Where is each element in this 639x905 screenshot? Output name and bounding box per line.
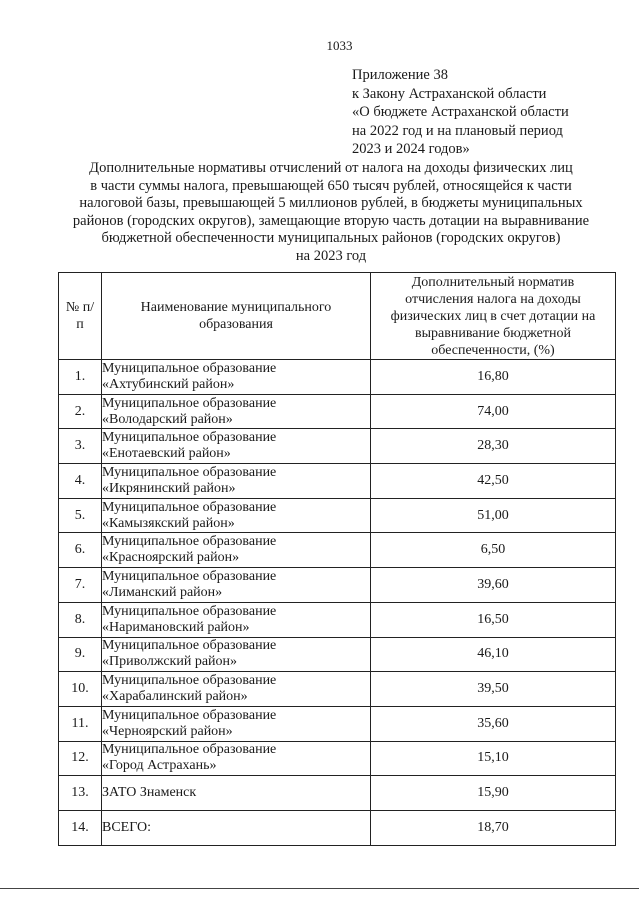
title-line: бюджетной обеспеченности муниципальных районов (городских округов) — [101, 230, 561, 247]
municipality-name — [102, 533, 371, 568]
municipality-name — [102, 568, 371, 603]
appendix-line: 2023 и 2024 годов» — [352, 141, 470, 157]
table-row — [59, 464, 616, 499]
norm-value: 35,60 — [371, 706, 616, 741]
table-row — [59, 810, 616, 845]
municipality-name-line: Муниципальное образование — [102, 603, 277, 619]
municipality-name-line: ВСЕГО: — [102, 819, 151, 835]
municipality-name-line: Муниципальное образование — [102, 360, 277, 376]
title-line: на 2023 год — [295, 247, 367, 264]
norm-value: 39,50 — [371, 672, 616, 707]
table-row — [59, 741, 616, 776]
municipality-name — [102, 810, 371, 845]
municipality-name-line: Муниципальное образование — [102, 464, 277, 480]
table-row — [59, 568, 616, 603]
municipality-name-line: Муниципальное образование — [102, 742, 277, 758]
municipality-name-line: Муниципальное образование — [102, 395, 277, 411]
municipality-name — [102, 637, 371, 672]
table-row — [59, 672, 616, 707]
table-row — [59, 776, 616, 811]
municipality-name-line: Муниципальное образование — [102, 707, 277, 723]
municipality-name-line: ЗАТО Знаменск — [102, 785, 197, 801]
row-number: 3. — [59, 429, 102, 464]
row-number: 8. — [59, 602, 102, 637]
appendix-line: Приложение 38 — [352, 67, 448, 83]
table-body — [59, 360, 616, 846]
row-number: 7. — [59, 568, 102, 603]
municipality-name — [102, 741, 371, 776]
municipality-name — [102, 672, 371, 707]
table-row — [59, 360, 616, 395]
document-title — [40, 160, 622, 266]
municipality-name — [102, 394, 371, 429]
row-number: 13. — [59, 776, 102, 811]
row-number: 5. — [59, 498, 102, 533]
norm-value: 18,70 — [371, 810, 616, 845]
municipality-name — [102, 498, 371, 533]
row-number: 4. — [59, 464, 102, 499]
row-number: 9. — [59, 637, 102, 672]
norm-value: 15,90 — [371, 776, 616, 811]
title-line: налоговой базы, превышающей 5 миллионов рублей, в бюджеты муниципальных — [79, 195, 583, 212]
appendix-line: «О бюджете Астраханской области — [352, 104, 569, 120]
municipality-name — [102, 602, 371, 637]
municipality-name-line: «Харабалинский район» — [102, 689, 248, 705]
table-row — [59, 498, 616, 533]
municipality-name-line: Муниципальное образование — [102, 638, 277, 654]
norm-value: 6,50 — [371, 533, 616, 568]
row-number: 6. — [59, 533, 102, 568]
municipality-name-line: «Лиманский район» — [102, 584, 223, 600]
municipality-name-line: «Красноярский район» — [102, 550, 240, 566]
row-number: 2. — [59, 394, 102, 429]
municipality-name — [102, 429, 371, 464]
municipality-name — [102, 706, 371, 741]
appendix-line: на 2022 год и на плановый период — [352, 122, 563, 139]
norm-value: 15,10 — [371, 741, 616, 776]
header-name: Наименование муниципального образования — [102, 273, 371, 360]
table-row — [59, 533, 616, 568]
norm-value: 46,10 — [371, 637, 616, 672]
table-row — [59, 429, 616, 464]
norm-value: 28,30 — [371, 429, 616, 464]
appendix-line: к Закону Астраханской области — [352, 85, 547, 102]
row-number: 12. — [59, 741, 102, 776]
row-number: 14. — [59, 810, 102, 845]
municipality-name-line: «Володарский район» — [102, 411, 233, 427]
municipality-name-line: «Приволжский район» — [102, 654, 238, 670]
municipality-name-line: Муниципальное образование — [102, 534, 277, 550]
page-number: 1033 — [326, 38, 353, 53]
table-row — [59, 706, 616, 741]
municipality-name-line: Муниципальное образование — [102, 568, 277, 584]
norm-value: 39,60 — [371, 568, 616, 603]
municipality-name — [102, 464, 371, 499]
municipality-name-line: «Камызякский район» — [102, 515, 235, 531]
appendix-reference — [352, 66, 632, 159]
municipality-name-line: Муниципальное образование — [102, 673, 277, 689]
norm-value: 74,00 — [371, 394, 616, 429]
municipality-name-line: Муниципальное образование — [102, 499, 277, 515]
table-row — [59, 394, 616, 429]
municipality-name-line: «Ахтубинский район» — [102, 376, 235, 392]
norm-value: 16,80 — [371, 360, 616, 395]
municipality-name-line: «Енотаевский район» — [102, 446, 231, 462]
municipality-name-line: «Наримановский район» — [102, 619, 250, 635]
municipality-name-line: «Икрянинский район» — [102, 480, 236, 496]
title-line: районов (городских округов), замещающие вторую часть дотации на выравнивание — [72, 212, 590, 229]
title-line: Дополнительные нормативы отчислений от налога на доходы физических лиц — [89, 160, 573, 176]
table-header-row — [59, 273, 616, 360]
row-number: 11. — [59, 706, 102, 741]
table-row — [59, 602, 616, 637]
row-number: 10. — [59, 672, 102, 707]
municipality-name-line: «Город Астрахань» — [102, 758, 217, 774]
municipality-name-line: «Черноярский район» — [102, 723, 233, 739]
row-number: 1. — [59, 360, 102, 395]
norm-value: 42,50 — [371, 464, 616, 499]
norms-table — [58, 272, 616, 846]
norm-value: 51,00 — [371, 498, 616, 533]
norm-value: 16,50 — [371, 602, 616, 637]
title-line: в части суммы налога, превышающей 650 тысяч рублей, относящейся к части — [90, 177, 572, 194]
table-row — [59, 637, 616, 672]
header-number: № п/п — [59, 273, 102, 360]
bottom-rule — [0, 888, 639, 889]
municipality-name — [102, 360, 371, 395]
header-value: Дополнительный норматив отчисления налога на доходы физических лиц в счет дотации на выравнивание бюджетной обеспеченности, (%) — [371, 273, 616, 360]
municipality-name-line: Муниципальное образование — [102, 430, 277, 446]
municipality-name — [102, 776, 371, 811]
